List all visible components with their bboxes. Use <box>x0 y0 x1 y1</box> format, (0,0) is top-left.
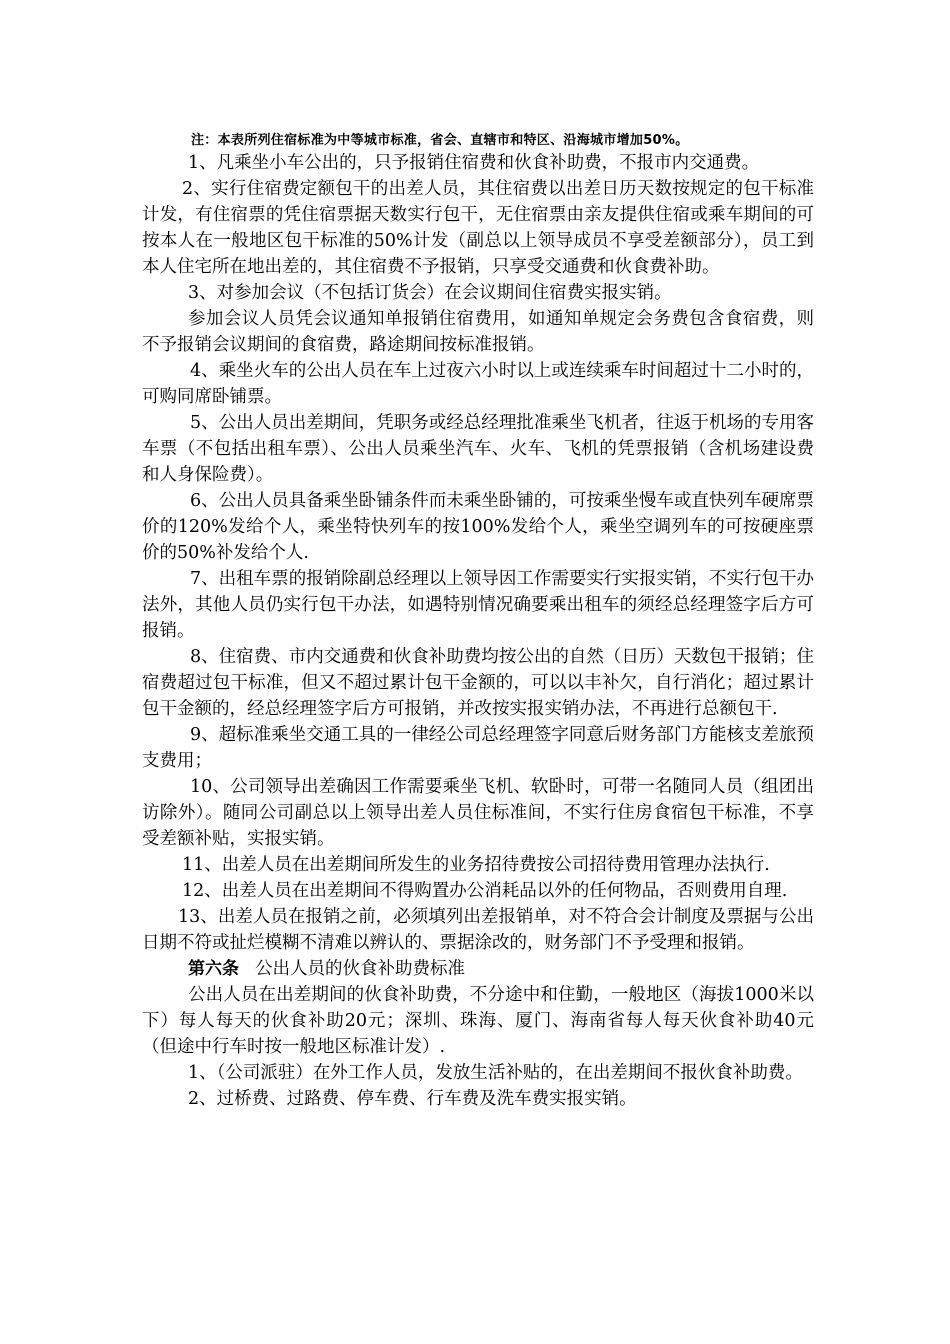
paragraph-13: 13、出差人员在报销之前，必须填列出差报销单，对不符合会计制度及票据与公出日期不符或扯烂模糊不清难以辨认的、票据涂改的，财务部门不予受理和报销。 <box>142 907 814 953</box>
paragraph-6: 6、公出人员具备乘坐卧铺条件而未乘坐卧铺的，可按乘坐慢车或直快列车硬席票价的120%发给个人，乘坐特快列车的按100%发给个人，乘坐空调列车的可按硬座票价的50%补发给个人. <box>142 491 814 563</box>
section-paragraph-2: 1、（公司派驻）在外工作人员，发放生活补贴的，在出差期间不报伙食补助费。 <box>188 1063 803 1083</box>
paragraph-10: 10、公司领导出差确因工作需要乘坐飞机、软卧时，可带一名随同人员（组团出访除外）。随同公司副总以上领导出差人员住标准间，不实行住房食宿包干标准，不享受差额补贴，实报实销。 <box>142 777 814 849</box>
paragraph-4: 4、乘坐火车的公出人员在车上过夜六小时以上或连续乘车时间超过十二小时的，可购同席卧铺票。 <box>142 361 814 407</box>
article-number: 第六条 <box>188 959 239 979</box>
section-title: 公出人员的伙食补助费标准 <box>255 959 465 979</box>
paragraph-8: 8、住宿费、市内交通费和伙食补助费均按公出的自然（日历）天数包干报销；住宿费超过包干标准，但又不超过累计包干金额的，可以以丰补欠，自行消化；超过累计包干金额的，经总经理签字后方可报销，并改按实报实销办法，不再进行总额包干. <box>142 647 814 719</box>
paragraph-2: 2、实行住宿费定额包干的出差人员，其住宿费以出差日历天数按规定的包干标准计发，有住宿票的凭住宿票据天数实行包干，无住宿票由亲友提供住宿或乘车期间的可按本人在一般地区包干标准的50%计发（副总以上领导成员不享受差额部分），员工到本人住宅所在地出差的，其住宿费不予报销，只享受交通费和伙食费补助。 <box>142 179 814 277</box>
footnote-note: 注：本表所列住宿标准为中等城市标准，省会、直辖市和特区、沿海城市增加50%。 <box>191 133 689 148</box>
section-paragraph-3: 2、过桥费、过路费、停车费、行车费及洗车费实报实销。 <box>188 1089 637 1109</box>
paragraph-3-detail: 参加会议人员凭会议通知单报销住宿费用，如通知单规定会务费包含食宿费，则不予报销会议期间的食宿费，路途期间按标准报销。 <box>142 309 814 355</box>
section-paragraph-1: 公出人员在出差期间的伙食补助费，不分途中和住勤，一般地区（海拔1000米以下）每人每天的伙食补助20元；深圳、珠海、厦门、海南省每人每天伙食补助40元（但途中行车时按一般地区标准计发）. <box>142 985 814 1057</box>
paragraph-5: 5、公出人员出差期间，凭职务或经总经理批准乘坐飞机者，往返于机场的专用客车票（不包括出租车票）、公出人员乘坐汽车、火车、飞机的凭票报销（含机场建设费和人身保险费）。 <box>142 413 814 485</box>
document-body <box>142 150 814 1112</box>
paragraph-11: 11、出差人员在出差期间所发生的业务招待费按公司招待费用管理办法执行. <box>182 855 770 875</box>
paragraph-12: 12、出差人员在出差期间不得购置办公消耗品以外的任何物品，否则费用自理. <box>182 881 788 901</box>
paragraph-9: 9、超标准乘坐交通工具的一律经公司总经理签字同意后财务部门方能核支差旅预支费用； <box>142 725 814 771</box>
paragraph-3: 3、对参加会议（不包括订货会）在会议期间住宿费实报实销。 <box>188 283 672 303</box>
section-heading <box>142 956 814 982</box>
paragraph-7: 7、出租车票的报销除副总经理以上领导因工作需要实行实报实销，不实行包干办法外，其他人员仍实行包干办法，如遇特别情况确要乘出租车的须经总经理签字后方可报销。 <box>142 569 814 641</box>
paragraph-1: 1、凡乘坐小车公出的，只予报销住宿费和伙食补助费，不报市内交通费。 <box>188 153 760 173</box>
